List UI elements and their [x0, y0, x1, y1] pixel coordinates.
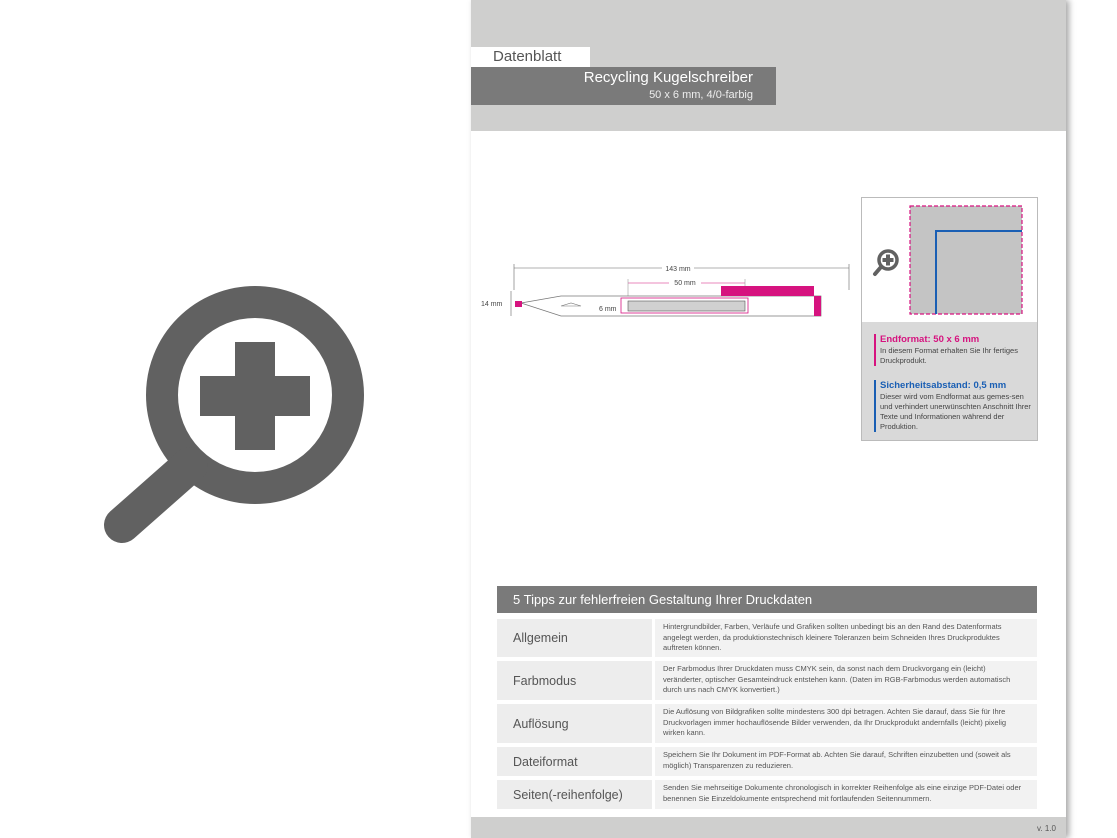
- title-box: [471, 67, 776, 105]
- product-subtitle: 50 x 6 mm, 4/0-farbig: [649, 89, 753, 101]
- tip-text: Senden Sie mehrseitige Dokumente chronologisch in korrekter Reihenfolge als eine einzige PDF-Datei oder benennen Sie Einzeldokumente entsprechend mit fortlaufenden Seitennummern.: [655, 780, 1037, 809]
- datasheet-page: [471, 0, 1066, 838]
- format-info-text: [862, 322, 1037, 440]
- endformat-text: In diesem Format erhalten Sie Ihr fertiges Druckprodukt.: [880, 346, 1018, 365]
- tip-label: Allgemein: [497, 619, 652, 657]
- tip-text: Der Farbmodus Ihrer Druckdaten muss CMYK sein, da sonst nach dem Druckvorgang ein (leicht) veränderter, optischer Gesamteindruck entstehen kann. (Daten im RGB-Farbmodus werden automatisch durch uns nach CMYK konvertiert.): [655, 661, 1037, 700]
- safety-text: Dieser wird vom Endformat aus gemes-sen und verhindert unerwünschten Anschnitt Ihrer Texte und Informationen während der Produktion.: [880, 392, 1031, 431]
- tip-label: Farbmodus: [497, 661, 652, 700]
- print-height-label: 6 mm: [599, 306, 617, 313]
- format-info-panel: [861, 197, 1038, 441]
- endformat-block: [874, 334, 1036, 366]
- tip-text: Die Auflösung von Bildgrafiken sollte mindestens 300 dpi betragen. Achten Sie darauf, dass Sie für Ihre Druckvorlagen immer hochauflösende Bilder verwenden, da Ihr Druckprodukt andernfalls (leicht) pixelig wirken kann.: [655, 704, 1037, 743]
- tips-row: [497, 661, 1037, 700]
- zoom-in-icon[interactable]: [100, 280, 370, 550]
- endformat-title: Endformat: 50 x 6 mm: [880, 334, 980, 345]
- footer-band: [471, 817, 1066, 838]
- tip-label: Auflösung: [497, 704, 652, 743]
- total-length-label: 143 mm: [665, 266, 691, 273]
- tip-text: Hintergrundbilder, Farben, Verläufe und Grafiken sollten unbedingt bis an den Rand des Datenformats angelegt werden, da produktionstechnisch kleinere Toleranzen beim Schneiden Ihres Druckproduktes auftreten können.: [655, 619, 1037, 657]
- format-preview: [862, 198, 1037, 321]
- tips-row: [497, 704, 1037, 743]
- tip-label: Seiten(-reihenfolge): [497, 780, 652, 809]
- tips-row: [497, 619, 1037, 657]
- safety-title: Sicherheitsabstand: 0,5 mm: [880, 380, 1007, 391]
- height-label: 14 mm: [481, 301, 503, 308]
- print-length-label: 50 mm: [674, 280, 696, 287]
- tip-label: Dateiformat: [497, 747, 652, 776]
- document-tag: Datenblatt: [471, 47, 590, 67]
- zoom-in-icon[interactable]: [872, 248, 900, 278]
- tips-row: [497, 780, 1037, 809]
- tips-title: 5 Tipps zur fehlerfreien Gestaltung Ihrer Druckdaten: [497, 586, 1037, 613]
- product-title: Recycling Kugelschreiber: [583, 69, 753, 86]
- tip-text: Speichern Sie Ihr Dokument im PDF-Format ab. Achten Sie darauf, Schriften einzubetten und (soweit als möglich) Transparenzen zu reduzieren.: [655, 747, 1037, 776]
- pen-diagram: [481, 258, 851, 328]
- tips-row: [497, 747, 1037, 776]
- version-label: v. 1.0: [1037, 824, 1056, 833]
- safety-block: [874, 380, 1036, 432]
